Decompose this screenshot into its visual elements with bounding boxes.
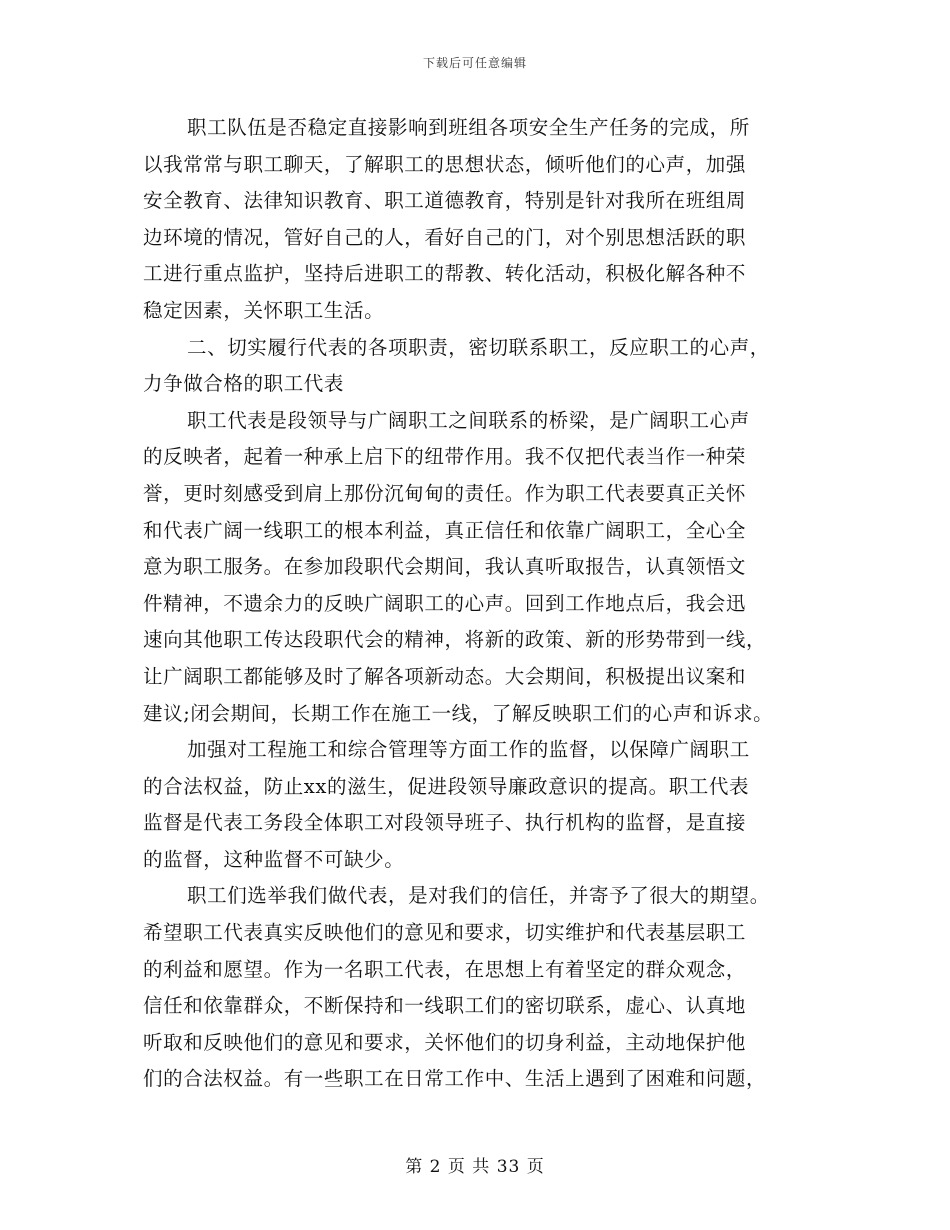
text-line: 监督是代表工务段全体职工对段领导班子、执行机构的监督，是直接 bbox=[143, 811, 747, 835]
text-line: 的监督，这种监督不可缺少。 bbox=[143, 847, 405, 871]
text-line: 职工们选举我们做代表，是对我们的信任，并寄予了很大的期望。 bbox=[187, 884, 770, 908]
text-line: 力争做合格的职工代表 bbox=[143, 372, 345, 396]
text-line: 二、切实履行代表的各项职责，密切联系职工，反应职工的心声， bbox=[187, 335, 770, 359]
text-line: 信任和依靠群众，不断保持和一线职工们的密切联系，虚心、认真地 bbox=[143, 994, 747, 1018]
text-line: 意为职工服务。在参加段职代会期间，我认真听取报告，认真领悟文 bbox=[143, 555, 747, 579]
text-line: 件精神，不遗余力的反映广阔职工的心声。回到工作地点后，我会迅 bbox=[143, 591, 747, 615]
text-line: 稳定因素，关怀职工生活。 bbox=[143, 298, 385, 322]
text-line: 职工代表是段领导与广阔职工之间联系的桥梁，是广阔职工心声 bbox=[187, 408, 750, 432]
text-line: 安全教育、法律知识教育、职工道德教育，特别是针对我所在班组周 bbox=[143, 189, 747, 213]
text-line: 希望职工代表真实反映他们的意见和要求，切实维护和代表基层职工 bbox=[143, 921, 747, 945]
text-line: 誉，更时刻感受到肩上那份沉甸甸的责任。作为职工代表要真正关怀 bbox=[143, 481, 747, 505]
text-line: 的合法权益，防止xx的滋生，促进段领导廉政意识的提高。职工代表 bbox=[143, 774, 750, 798]
page-footer: 第 2 页 共 33 页 bbox=[405, 1157, 545, 1177]
text-line: 以我常常与职工聊天，了解职工的思想状态，倾听他们的心声，加强 bbox=[143, 152, 747, 176]
document-body bbox=[143, 110, 808, 1098]
text-line: 建议;闭会期间，长期工作在施工一线，了解反映职工们的心声和诉求。 bbox=[143, 701, 774, 725]
page-header: 下载后可任意编辑 bbox=[422, 56, 527, 70]
text-line: 们的合法权益。有一些职工在日常工作中、生活上遇到了困难和问题， bbox=[143, 1067, 767, 1091]
text-line: 工进行重点监护，坚持后进职工的帮教、转化活动，积极化解各种不 bbox=[143, 262, 747, 286]
text-line: 让广阔职工都能够及时了解各项新动态。大会期间，积极提出议案和 bbox=[143, 664, 747, 688]
text-line: 加强对工程施工和综合管理等方面工作的监督，以保障广阔职工 bbox=[187, 738, 750, 762]
text-line: 和代表广阔一线职工的根本利益，真正信任和依靠广阔职工，全心全 bbox=[143, 518, 747, 542]
text-line: 边环境的情况，管好自己的人，看好自己的门，对个别思想活跃的职 bbox=[143, 225, 747, 249]
text-line: 的反映者，起着一种承上启下的纽带作用。我不仅把代表当作一种荣 bbox=[143, 445, 747, 469]
text-line: 职工队伍是否稳定直接影响到班组各项安全生产任务的完成，所 bbox=[187, 116, 750, 139]
text-line: 的利益和愿望。作为一名职工代表，在思想上有着坚定的群众观念， bbox=[143, 957, 747, 981]
text-line: 听取和反映他们的意见和要求，关怀他们的切身利益，主动地保护他 bbox=[143, 1030, 747, 1054]
text-line: 速向其他职工传达段职代会的精神，将新的政策、新的形势带到一线， bbox=[143, 628, 767, 652]
